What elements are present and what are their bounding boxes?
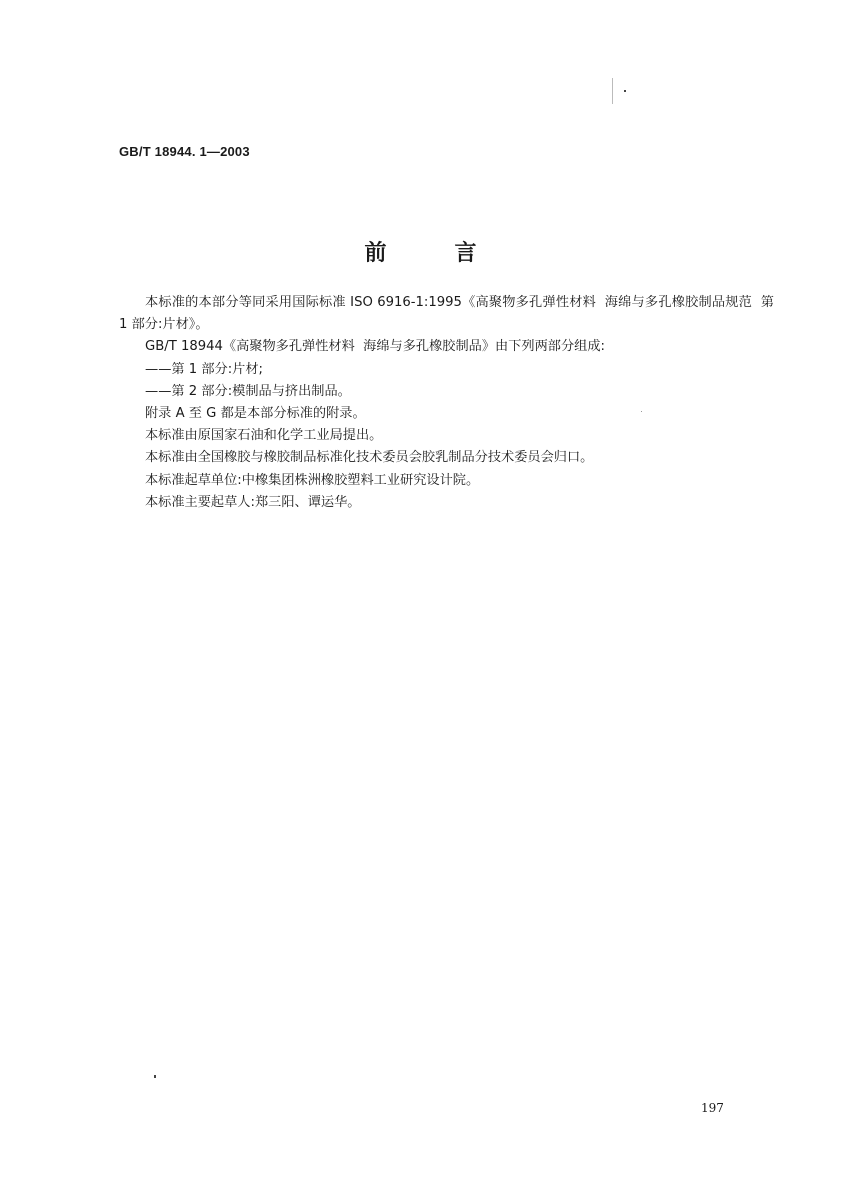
- scan-speck: [154, 1075, 156, 1078]
- standard-code: GB/T 18944. 1—2003: [119, 144, 250, 159]
- scan-speck: [624, 90, 626, 92]
- preface-paragraph: 本标准由原国家石油和化学工业局提出。: [145, 428, 383, 444]
- page-number: 197: [701, 1101, 724, 1115]
- preface-paragraph: GB/T 18944《高聚物多孔弹性材料 海绵与多孔橡胶制品》由下列两部分组成:: [145, 339, 605, 355]
- preface-paragraph: 附录 A 至 G 都是本部分标准的附录。: [145, 406, 366, 422]
- preface-paragraph: 本标准的本部分等同采用国际标准 ISO 6916-1:1995《高聚物多孔弹性材料 海绵与多孔橡胶制品规范 第 1 部分:片材》。: [119, 295, 779, 333]
- preface-paragraph: 本标准由全国橡胶与橡胶制品标准化技术委员会胶乳制品分技术委员会归口。: [145, 450, 594, 466]
- preface-list-item: ——第 1 部分:片材;: [145, 361, 263, 377]
- preface-paragraph: 本标准起草单位:中橡集团株洲橡胶塑料工业研究设计院。: [145, 472, 480, 488]
- preface-body: [119, 292, 779, 514]
- preface-list-item: ——第 2 部分:模制品与挤出制品。: [145, 383, 351, 399]
- scan-speck: [641, 411, 642, 412]
- scan-speck: [612, 78, 613, 104]
- page-title: 前言: [364, 241, 545, 266]
- preface-paragraph: 本标准主要起草人:郑三阳、谭运华。: [145, 494, 361, 510]
